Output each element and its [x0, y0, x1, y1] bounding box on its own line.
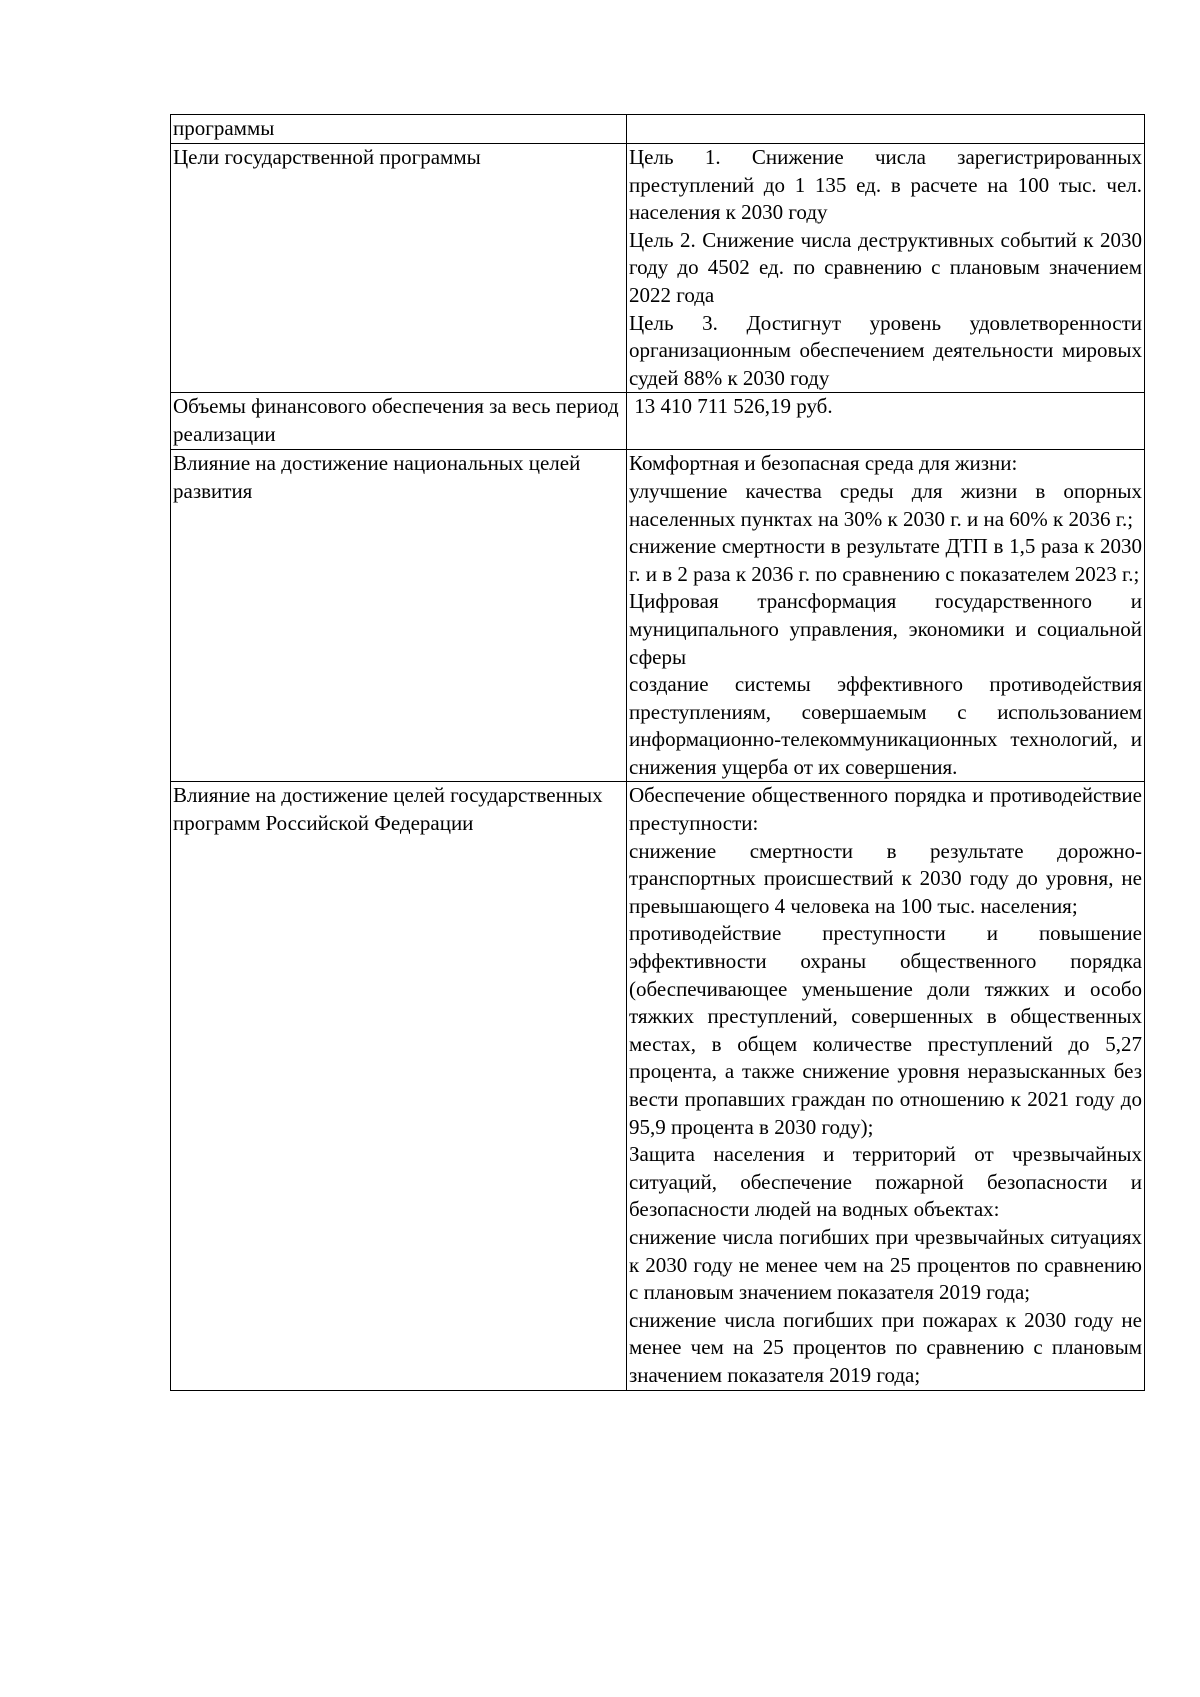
table-row — [171, 393, 1145, 450]
federal-program-item: снижение смертности в результате дорожно-транспортных происшествий к 2030 году до уровня, не превышающего 4 человека на 100 тыс. населения; — [629, 838, 1142, 918]
row-label: Объемы финансового обеспечения за весь период реализации — [171, 393, 627, 450]
federal-program-item: снижение числа погибших при чрезвычайных ситуациях к 2030 году не менее чем на 25 процентов по сравнению с плановым значением показателя 2019 года; — [629, 1224, 1142, 1305]
national-goal-heading: Цифровая трансформация государственного и муниципального управления, экономики и социальной сферы — [629, 589, 1142, 669]
table-row — [171, 144, 1145, 393]
table-row — [171, 782, 1145, 1390]
funding-amount: 13 410 711 526,19 руб. — [629, 394, 833, 419]
federal-program-heading: Обеспечение общественного порядка и противодействие преступности: — [629, 783, 1142, 836]
row-value — [627, 115, 1145, 144]
goal-paragraph: Цель 1. Снижение числа зарегистрированных преступлений до 1 135 ед. в расчете на 100 тыс. чел. населения к 2030 году — [629, 145, 1142, 225]
goal-paragraph: Цель 3. Достигнут уровень удовлетворенности организационным обеспечением деятельности мировых судей 88% к 2030 году — [629, 310, 1142, 390]
national-goal-item: улучшение качества среды для жизни в опорных населенных пунктах на 30% к 2030 г. и на 60% к 2036 г.; — [629, 478, 1142, 531]
goal-paragraph: Цель 2. Снижение числа деструктивных событий к 2030 году до 4502 ед. по сравнению с плановым значением 2022 года — [629, 227, 1142, 307]
row-label: Цели государственной программы — [171, 144, 627, 393]
row-label: Влияние на достижение национальных целей развития — [171, 450, 627, 782]
national-goal-heading: Комфортная и безопасная среда для жизни: — [629, 451, 1018, 476]
national-goal-item: создание системы эффективного противодействия преступлениям, совершаемым с использованием информационно-телекоммуникационных технологий, и снижения ущерба от их совершения. — [629, 672, 1142, 779]
row-value — [627, 393, 1145, 450]
table-row — [171, 115, 1145, 144]
row-value — [627, 450, 1145, 782]
federal-program-item: снижение числа погибших при пожарах к 2030 году не менее чем на 25 процентов по сравнению с плановым значением показателя 2019 года; — [629, 1307, 1142, 1387]
row-value — [627, 144, 1145, 393]
federal-program-heading: Защита населения и территорий от чрезвычайных ситуаций, обеспечение пожарной безопасности и безопасности людей на водных объектах: — [629, 1142, 1142, 1222]
national-goal-item: снижение смертности в результате ДТП в 1,5 раза к 2030 г. и в 2 раза к 2036 г. по сравнению с показателем 2023 г.; — [629, 534, 1142, 586]
row-label: Влияние на достижение целей государственных программ Российской Федерации — [171, 782, 627, 1390]
program-passport-table — [170, 114, 1145, 1391]
federal-program-item: противодействие преступности и повышение эффективности охраны общественного порядка (обеспечивающее уменьшение доли тяжких и особо тяжких преступлений, совершенных в общественных местах, в общем количестве преступлений до 5,27 процента, а также снижение уровня неразысканных без вести пропавших граждан по отношению к 2021 году до 95,9 процента в 2030 году); — [629, 921, 1142, 1139]
table-row — [171, 450, 1145, 782]
row-value — [627, 782, 1145, 1390]
row-label: программы — [171, 115, 627, 144]
